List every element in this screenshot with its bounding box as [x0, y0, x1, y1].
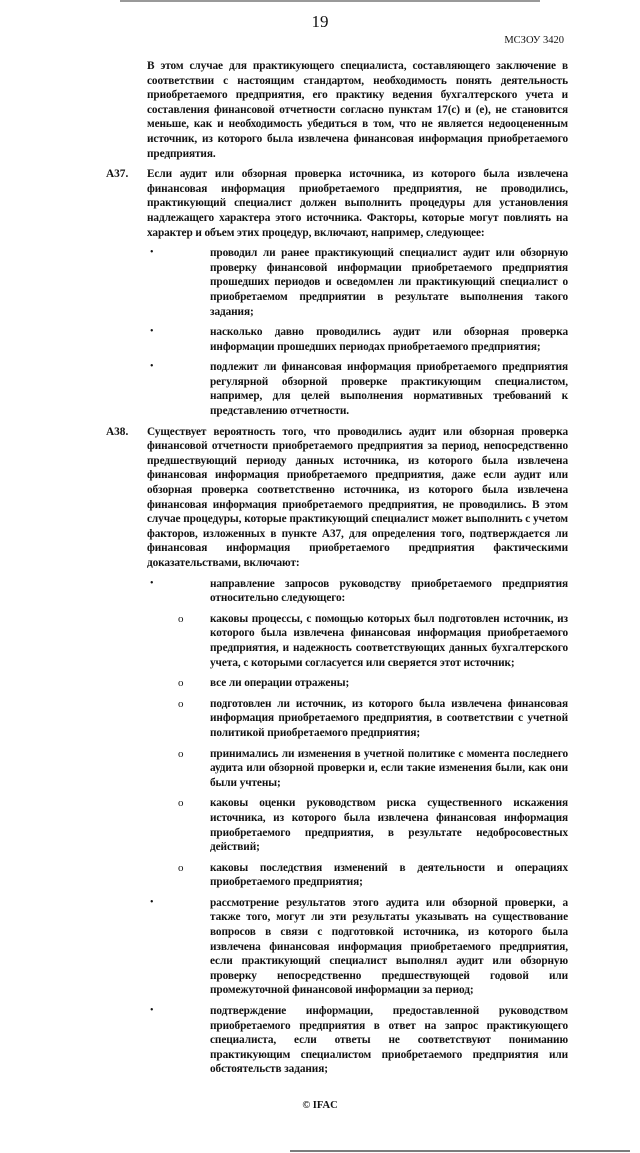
- bullet-icon: •: [150, 326, 154, 338]
- a38-sub-bullet-3: подготовлен ли источник, из которого была извлечена финансовая информация приобретаемого предприятия, в соответствии с учетной политикой приобретаемого предприятия;: [210, 697, 568, 739]
- sub-bullet-icon: o: [178, 747, 184, 760]
- a38-sub-bullet-row: [178, 796, 568, 854]
- bullet-icon: •: [150, 577, 154, 589]
- a38-bullet-2: рассмотрение результатов этого аудита или обзорной проверки, а также того, могут ли эти результаты указывать на существование вопросов в связи с подготовкой источника, из которого была извлечена финансовая информация приобретаемого предприятия, если практикующий специалист выполнял аудит или обзорную проверку непосредственно предшествующей годовой или промежуточной финансовой информации за период;: [210, 896, 568, 997]
- page-content: [106, 59, 568, 1077]
- a38-bullet-row: [147, 896, 568, 998]
- a38-sub-bullet-6: каковы последствия изменений в деятельности и операциях приобретаемого предприятия;: [210, 861, 568, 889]
- a38-sub-bullet-1: каковы процессы, с помощью которых был подготовлен источник, из которого была извлечена финансовая информация приобретаемого предприятия, и надежность соответствующих данных бухгалтерского учета, с которыми согласуется или сверяется этот источник;: [210, 612, 568, 669]
- a38-sub-bullet-row: [178, 747, 568, 791]
- a38-sub-bullet-row: [178, 676, 568, 691]
- a37-section: [106, 167, 568, 240]
- sub-bullet-icon: o: [178, 612, 184, 625]
- a37-bullet-row: [147, 246, 568, 319]
- sub-bullet-icon: o: [178, 861, 184, 874]
- page-number: 19: [311, 12, 329, 31]
- a38-section: [106, 425, 568, 571]
- bullet-icon: •: [150, 896, 154, 908]
- a38-sub-bullet-4: принимались ли изменения в учетной политике с момента последнего аудита или обзорной проверки и, если такие изменения были, как они были учтены;: [210, 747, 568, 789]
- document-code: МСЗОУ 3420: [504, 35, 564, 46]
- a38-bullet-1: направление запросов руководству приобретаемого предприятия относительно следующего:: [210, 577, 568, 605]
- bullet-icon: •: [150, 247, 154, 259]
- a37-label: A37.: [106, 168, 129, 181]
- a37-bullet-row: [147, 360, 568, 418]
- scan-edge-bottom: [290, 1150, 630, 1152]
- a38-sub-bullet-row: [178, 612, 568, 670]
- a38-bullet-row: [147, 1004, 568, 1077]
- a38-text: Существует вероятность того, что проводились аудит или обзорная проверка финансовой отчетности приобретаемого предприятия за период, непосредственно предшествующий периоду данных источника, из которого была извлечена финансовая информация приобретаемого предприятия, даже если аудит или обзорная проверка соответственно источника, из которого была извлечена финансовая информация приобретаемого предприятия, не проводились. В этом случае процедуры, которые практикующий специалист может выполнить с учетом факторов, изложенных в пункте A37, для определения того, подтверждается ли финансовая информация приобретаемого предприятия фактическими доказательствами, включают:: [147, 425, 568, 569]
- a37-bullet-1: проводил ли ранее практикующий специалист аудит или обзорную проверку финансовой информации приобретаемого предприятия прошедших периодов и осведомлен ли практикующий специалист о приобретаемом предприятии в результате выполнения такого задания;: [210, 247, 568, 318]
- scan-edge-top: [120, 0, 540, 2]
- a37-bullet-3: подлежит ли финансовая информация приобретаемого предприятия регулярной обзорной проверке практикующим специалистом, например, для целей выполнения нормативных требований к представлению отчетности.: [210, 361, 568, 418]
- a37-text: Если аудит или обзорная проверка источника, из которого была извлечена финансовая информация приобретаемого предприятия, не проводились, практикующий специалист должен выполнить процедуры для установления надлежащего характера этого источника. Факторы, которые могут повлиять на характер и объем этих процедур, включают, например, следующее:: [147, 168, 568, 239]
- a37-bullet-row: [147, 325, 568, 354]
- sub-bullet-icon: o: [178, 697, 184, 710]
- a37-bullet-2: насколько давно проводились аудит или обзорная проверка информации прошедших периодах приобретаемого предприятия;: [210, 326, 568, 353]
- a38-sub-bullet-2: все ли операции отражены;: [210, 677, 350, 690]
- a38-sub-bullet-5: каковы оценки руководством риска существенного искажения источника, из которого была извлечена финансовая информация приобретаемого предприятия, в результате недобросовестных действий;: [210, 797, 568, 854]
- a38-bullet-row: [147, 577, 568, 606]
- a38-sub-bullet-row: [178, 697, 568, 741]
- sub-bullet-icon: o: [178, 677, 184, 690]
- a38-sub-bullet-row: [178, 861, 568, 890]
- sub-bullet-icon: o: [178, 797, 184, 810]
- a38-bullet-3: подтверждение информации, предоставленной руководством приобретаемого предприятия в ответ на запрос практикующего специалиста, если ответы не соответствуют пониманию практикующим специалистом приобретаемого предприятия или обстоятельств задания;: [210, 1005, 568, 1076]
- copyright-footer: © IFAC: [302, 1100, 338, 1111]
- bullet-icon: •: [150, 361, 154, 373]
- intro-paragraph: В этом случае для практикующего специалиста, составляющего заключение в соответствии с настоящим стандартом, необходимость понять деятельность приобретаемого предприятия, его практику ведения бухгалтерского учета и составления финансовой отчетности согласно пунктам 17(c) и (e), не становится меньше, как и необходимость убедиться в том, что не является недооцененным источник, из которого была извлечена финансовая информация приобретаемого предприятия.: [147, 60, 568, 160]
- bullet-icon: •: [150, 1005, 154, 1017]
- a38-label: A38.: [106, 425, 129, 438]
